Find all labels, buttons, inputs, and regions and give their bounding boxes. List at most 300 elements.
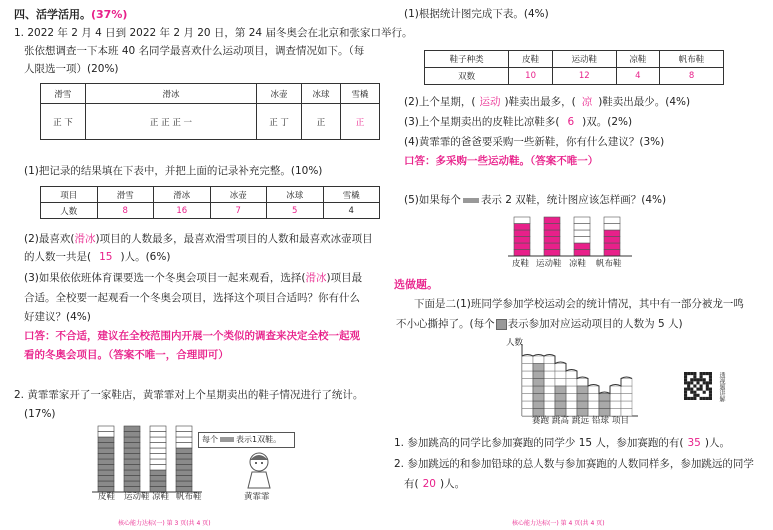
chart1-cell	[150, 443, 166, 449]
qr-module	[684, 372, 687, 375]
chart1-label: 凉鞋	[152, 492, 170, 502]
left-footer: 核心能力达标(一) 第 3 页(共 4 页)	[118, 520, 211, 527]
chart3-cell	[533, 371, 544, 379]
chart3-cell	[599, 409, 610, 417]
right-footer: 核心能力达标(一) 第 4 页(共 4 页)	[512, 520, 605, 527]
qr-module	[693, 378, 696, 381]
shoe-chart-2	[506, 210, 636, 260]
chart1-cell	[98, 437, 114, 443]
r-sub5	[404, 194, 666, 207]
chart1-cell	[124, 443, 140, 449]
qr-module	[703, 397, 706, 400]
qr-module	[700, 397, 703, 400]
text: (2)最喜欢(	[24, 233, 75, 245]
text: )人。	[704, 437, 730, 449]
qr-module	[706, 372, 709, 375]
shoe-value: 12	[552, 68, 616, 85]
chart2-cell	[604, 250, 620, 257]
count-value: 4	[323, 203, 380, 219]
qr-module	[690, 397, 693, 400]
qr-module	[696, 394, 699, 397]
qr-label: 透视题讲解	[718, 372, 725, 402]
chart3-grid-cell	[610, 386, 621, 394]
chart3-cell	[533, 394, 544, 402]
chart3-label: 赛跑	[532, 416, 550, 426]
chart3-grid-cell	[522, 356, 533, 364]
chart1-cell	[176, 437, 192, 443]
qr-module	[687, 372, 690, 375]
chart3-grid-cell	[522, 401, 533, 409]
shoe-header: 凉鞋	[616, 51, 659, 68]
chart3-grid-cell	[588, 386, 599, 394]
chart1-label: 帆布鞋	[176, 492, 202, 502]
chart1-cell	[98, 432, 114, 438]
legend-text: 每个	[202, 435, 218, 444]
qr-module	[700, 375, 703, 378]
qr-module	[709, 381, 712, 384]
r-sub4: (4)黄霏霏的爸爸要采购一些新鞋，你有什么建议？(3%)	[404, 136, 665, 148]
qr-module	[693, 384, 696, 387]
qr-module	[703, 391, 706, 394]
chart1-cell	[150, 426, 166, 432]
chart2-cell	[604, 217, 620, 224]
chart1-cell	[176, 476, 192, 482]
chart2-bar-运动鞋	[544, 217, 560, 256]
chart3-grid-cell	[522, 386, 533, 394]
chart3-grid-cell	[544, 401, 555, 409]
chart3-ylabel: 人数	[506, 338, 524, 348]
chart1-cell	[150, 476, 166, 482]
q1-sub2-line1	[24, 233, 373, 246]
chart2-cell	[574, 230, 590, 237]
qr-module	[703, 378, 706, 381]
chart3-grid-cell	[577, 379, 588, 387]
chart1-cell	[98, 454, 114, 460]
chart2-cell	[544, 230, 560, 237]
chart3-grid-cell	[610, 409, 621, 417]
chart2-cell	[544, 243, 560, 250]
chart3-cell	[555, 386, 566, 394]
qr-module	[709, 394, 712, 397]
answer-blank: 35	[687, 437, 701, 449]
chart3-grid-cell	[566, 401, 577, 409]
count-header: 项目	[41, 187, 98, 203]
tally-mark: 正 正 正 一	[85, 104, 256, 140]
opt-line-1: 下面是二(1)班同学参加学校运动会的统计情况，其中有一部分被龙一鸣	[414, 298, 744, 310]
q1-answer-line1: 口答：不合适，建议在全校范围内开展一个类似的调查来决定全校一起观	[24, 330, 360, 342]
chart2-label: 帆布鞋	[596, 259, 622, 269]
shoe-value: 10	[509, 68, 552, 85]
opt-line-2	[396, 318, 683, 331]
chart3-grid-cell	[610, 394, 621, 402]
chart3-cell	[555, 401, 566, 409]
chart1-cell	[150, 454, 166, 460]
chart1-bar-帆布鞋	[176, 426, 192, 492]
chart3-cell	[577, 386, 588, 394]
chart3-cell	[533, 379, 544, 387]
chart3-cell	[577, 409, 588, 417]
tally-table	[40, 83, 380, 140]
chart2-cell	[574, 237, 590, 244]
shoe-value: 8	[660, 68, 724, 85]
chart1-cell	[150, 481, 166, 487]
tally-header: 雪橇	[340, 84, 379, 104]
q1-sub2-line2	[24, 251, 170, 264]
qr-module	[693, 394, 696, 397]
qr-module	[690, 378, 693, 381]
chart3-cell	[555, 409, 566, 417]
legend-box	[198, 432, 295, 448]
count-value: 16	[154, 203, 211, 219]
answer-blank: 6	[567, 116, 575, 128]
qr-module	[696, 378, 699, 381]
shoe-value: 4	[616, 68, 659, 85]
chart1-cell	[150, 437, 166, 443]
q1-line-3: 人限选一项）(20%)	[24, 63, 119, 75]
chart1-cell	[98, 476, 114, 482]
chart1-cell	[150, 448, 166, 454]
chart3-grid-cell	[522, 394, 533, 402]
text: 表示 2 双鞋，统计图应该怎样画？(4%)	[480, 194, 667, 206]
count-header: 冰球	[267, 187, 324, 203]
chart2-cell	[574, 224, 590, 231]
q1-sub3-line3: 好建议？(4%)	[24, 311, 91, 323]
qr-module	[687, 381, 690, 384]
qr-module	[696, 388, 699, 391]
chart3-grid-cell	[566, 371, 577, 379]
r-sub3	[404, 116, 632, 129]
chart2-cell	[544, 217, 560, 224]
chart3-grid-cell	[588, 394, 599, 402]
text: )项目的人数最多，最喜欢滑雪项目的人数和最喜欢冰壶项目	[95, 233, 373, 245]
qr-module	[693, 372, 696, 375]
q1-line-1: 1. 2022 年 2 月 4 日到 2022 年 2 月 20 日，第 24 届冬奥会在北京和张家口举行。	[14, 27, 413, 39]
qr-module	[684, 378, 687, 381]
opt-q1	[394, 437, 730, 450]
chart3-label: 项目	[612, 416, 630, 426]
chart1-cell	[176, 432, 192, 438]
text: (3)如果依依班体育课要选一个冬奥会项目一起来观看，选择(	[24, 272, 306, 284]
q2-line-1: 2. 黄霏霏家开了一家鞋店，黄霏霏对上个星期卖出的鞋子情况进行了统计。	[14, 389, 364, 401]
qr-module	[703, 372, 706, 375]
chart2-label: 运动鞋	[536, 259, 562, 269]
qr-module	[684, 388, 687, 391]
chart2-xlabels	[512, 259, 626, 270]
chart1-cell	[150, 432, 166, 438]
legend-text: 表示1双鞋。	[236, 435, 282, 444]
chart2-cell	[604, 237, 620, 244]
qr-code-icon[interactable]	[684, 372, 712, 400]
chart3-grid-cell	[555, 371, 566, 379]
chart2-label: 凉鞋	[569, 259, 587, 269]
chart2-cell	[604, 230, 620, 237]
shoe-header: 皮鞋	[509, 51, 552, 68]
count-value: 7	[210, 203, 267, 219]
text: 1. 参加跳高的同学比参加赛跑的同学少 15 人，参加赛跑的有(	[394, 437, 684, 449]
opt-q2-line1: 2. 参加跳远的和参加铅球的总人数与参加赛跑的人数同样多，参加跳远的同学	[394, 458, 754, 470]
qr-module	[706, 397, 709, 400]
chart3-grid-cell	[555, 364, 566, 372]
chart3-cell	[577, 401, 588, 409]
count-header: 冰壶	[210, 187, 267, 203]
legend-swatch	[463, 198, 479, 203]
chart3-bar-铅球	[599, 394, 610, 417]
text: 表示参加对应运动项目的人数为 5 人)	[507, 318, 683, 330]
chart3-grid-cell	[522, 379, 533, 387]
chart1-cell	[124, 454, 140, 460]
q1-line-2: 张依想调查一下本班 40 名同学最喜欢什么运动项目，调查情况如下。（每	[24, 45, 365, 57]
qr-module	[709, 388, 712, 391]
chart2-cell	[514, 217, 530, 224]
text: )人。(6%)	[120, 251, 171, 263]
tally-mark: 正 丁	[257, 104, 302, 140]
chart2-cell	[604, 243, 620, 250]
answer-blank: 运动	[479, 96, 501, 108]
q1-sub3-line1	[24, 272, 362, 285]
chart2-cell	[514, 224, 530, 231]
qr-module	[684, 397, 687, 400]
count-table	[40, 186, 380, 219]
answer-blank: 滑冰	[74, 233, 96, 245]
chart3-cell	[599, 394, 610, 402]
chart3-grid-cell	[621, 401, 632, 409]
chart3-xlabels	[532, 416, 629, 427]
chart3-cell	[577, 394, 588, 402]
tally-mark: 正 下	[41, 104, 86, 140]
chart1-label: 皮鞋	[98, 492, 116, 502]
chart1-cell	[124, 470, 140, 476]
chart3-cell	[533, 401, 544, 409]
chart1-cell	[98, 448, 114, 454]
chart1-cell	[176, 470, 192, 476]
chart1-cell	[176, 481, 192, 487]
r-sub1: (1)根据统计图完成下表。(4%)	[404, 8, 549, 20]
shoe-header: 运动鞋	[552, 51, 616, 68]
chart3-grid-cell	[566, 409, 577, 417]
chart1-cell	[124, 465, 140, 471]
chart2-cell	[514, 230, 530, 237]
chart1-cell	[176, 426, 192, 432]
qr-module	[690, 381, 693, 384]
text: 不小心撕掉了。(每个	[396, 318, 495, 330]
chart3-grid-cell	[555, 379, 566, 387]
answer-blank: 15	[99, 251, 113, 263]
qr-module	[709, 397, 712, 400]
chart1-cell	[150, 470, 166, 476]
qr-module	[706, 381, 709, 384]
chart3-grid-cell	[566, 386, 577, 394]
r-sub2	[404, 96, 690, 109]
chart1-cell	[124, 426, 140, 432]
shoe-header: 鞋子种类	[425, 51, 509, 68]
qr-module	[687, 388, 690, 391]
chart2-cell	[574, 243, 590, 250]
chart1-bar-皮鞋	[98, 426, 114, 492]
count-row-label: 人数	[41, 203, 98, 219]
tally-header: 滑冰	[85, 84, 256, 104]
girl-icon	[244, 450, 274, 492]
chart3-grid-cell	[621, 386, 632, 394]
chart2-cell	[544, 250, 560, 257]
qr-module	[684, 381, 687, 384]
r-sub4-answer: 口答：多采购一些运动鞋。（答案不唯一）	[404, 155, 599, 167]
chart2-cell	[514, 243, 530, 250]
chart3-grid-cell	[544, 409, 555, 417]
chart2-bar-皮鞋	[514, 217, 530, 256]
qr-module	[700, 372, 703, 375]
chart1-cell	[98, 459, 114, 465]
chart3-bar-赛跑	[533, 364, 544, 417]
text: (2)上个星期，(	[404, 96, 476, 108]
chart1-bar-凉鞋	[150, 426, 166, 492]
answer-blank: 滑冰	[305, 272, 327, 284]
chart3-bar-跳远	[577, 386, 588, 416]
chart1-cell	[98, 465, 114, 471]
answer-blank: 20	[422, 478, 436, 490]
chart3-grid-cell	[588, 409, 599, 417]
chart1-cell	[150, 465, 166, 471]
chart1-cell	[150, 459, 166, 465]
chart3-label: 跳远	[572, 416, 590, 426]
text: )鞋卖出最少。(4%)	[598, 96, 691, 108]
shoe-header: 帆布鞋	[660, 51, 724, 68]
qr-module	[687, 384, 690, 387]
text: (3)上个星期卖出的皮鞋比凉鞋多(	[404, 116, 560, 128]
chart3-grid-cell	[610, 401, 621, 409]
opt-q2-line2	[404, 478, 465, 491]
chart3-grid-cell	[533, 356, 544, 364]
chart1-cell	[98, 443, 114, 449]
chart3-cell	[533, 409, 544, 417]
sports-chart	[514, 342, 644, 424]
chart1-cell	[98, 426, 114, 432]
chart3-grid-cell	[544, 364, 555, 372]
qr-module	[709, 378, 712, 381]
text: )人。	[439, 478, 466, 490]
chart1-cell	[176, 443, 192, 449]
chart3-cell	[599, 401, 610, 409]
chart1-cell	[176, 459, 192, 465]
chart2-cell	[514, 237, 530, 244]
chart3-grid-cell	[621, 394, 632, 402]
text: 有(	[404, 478, 419, 490]
chart2-bar-帆布鞋	[604, 217, 620, 256]
tally-mark-answer: 正	[340, 104, 379, 140]
tally-header: 冰球	[301, 84, 340, 104]
chart3-grid-cell	[566, 379, 577, 387]
qr-module	[690, 372, 693, 375]
tally-header: 冰壶	[257, 84, 302, 104]
answer-blank: 凉	[581, 96, 593, 108]
chart1-cell	[124, 432, 140, 438]
chart1-cell	[98, 481, 114, 487]
tally-header: 滑雪	[41, 84, 86, 104]
qr-module	[706, 388, 709, 391]
chart2-cell	[574, 250, 590, 257]
chart2-cell	[514, 250, 530, 257]
chart1-cell	[176, 448, 192, 454]
q1-sub3-line2: 合适。全校要一起观看一个冬奥会项目，选择这个项目合适吗？你有什么	[24, 292, 360, 304]
count-header: 滑雪	[97, 187, 154, 203]
chart3-grid-cell	[522, 409, 533, 417]
chart1-cell	[176, 465, 192, 471]
chart3-grid-cell	[621, 409, 632, 417]
qr-module	[693, 375, 696, 378]
qr-module	[693, 391, 696, 394]
chart1-cell	[124, 476, 140, 482]
person-label: 黄霏霏	[244, 492, 270, 502]
q1-answer-line2: 看的冬奥会项目。（答案不唯一，合理即可）	[24, 349, 229, 361]
qr-module	[687, 397, 690, 400]
chart1-cell	[124, 481, 140, 487]
legend-swatch	[220, 437, 234, 442]
chart1-cell	[176, 454, 192, 460]
chart3-cell	[533, 386, 544, 394]
count-value: 8	[97, 203, 154, 219]
chart1-cell	[124, 448, 140, 454]
qr-module	[690, 391, 693, 394]
chart3-label: 跳高	[552, 416, 570, 426]
chart2-cell	[604, 224, 620, 231]
qr-module	[684, 375, 687, 378]
text: )鞋卖出最多，(	[504, 96, 576, 108]
shoe-row-label: 双数	[425, 68, 509, 85]
section-title-text: 四、活学活用。	[14, 8, 91, 21]
qr-module	[693, 397, 696, 400]
chart1-label: 运动鞋	[124, 492, 150, 502]
text: )双。(2%)	[582, 116, 633, 128]
chart3-grid-cell	[566, 394, 577, 402]
chart3-label: 铅球	[592, 416, 610, 426]
count-header: 雪橇	[323, 187, 380, 203]
chart3-cell	[533, 364, 544, 372]
chart2-cell	[544, 237, 560, 244]
qr-module	[700, 388, 703, 391]
chart3-grid-cell	[544, 386, 555, 394]
chart1-cell	[124, 459, 140, 465]
text: )项目最	[326, 272, 363, 284]
qr-module	[709, 391, 712, 394]
section-title	[14, 8, 127, 22]
shoe-table	[424, 50, 724, 85]
qr-module	[690, 388, 693, 391]
chart3-bar-跳高	[555, 386, 566, 416]
chart1-xlabels	[98, 492, 204, 503]
chart1-bar-运动鞋	[124, 426, 140, 492]
chart3-grid-cell	[621, 379, 632, 387]
qr-module	[684, 394, 687, 397]
chart2-cell	[574, 217, 590, 224]
chart2-label: 皮鞋	[512, 259, 530, 269]
chart3-grid-cell	[544, 379, 555, 387]
chart2-cell	[544, 224, 560, 231]
qr-module	[700, 384, 703, 387]
q2-line-2: (17%)	[24, 408, 56, 420]
chart1-cell	[124, 437, 140, 443]
qr-module	[709, 372, 712, 375]
qr-module	[709, 375, 712, 378]
legend-square	[496, 319, 507, 330]
chart3-cell	[555, 394, 566, 402]
chart3-grid-cell	[588, 401, 599, 409]
q1-sub1: (1)把记录的结果填在下表中，并把上面的记录补充完整。(10%)	[24, 165, 323, 177]
count-value: 5	[267, 203, 324, 219]
chart1-cell	[98, 470, 114, 476]
count-header: 滑冰	[154, 187, 211, 203]
tally-mark: 正	[301, 104, 340, 140]
chart3-grid-cell	[544, 371, 555, 379]
chart3-grid-cell	[544, 394, 555, 402]
